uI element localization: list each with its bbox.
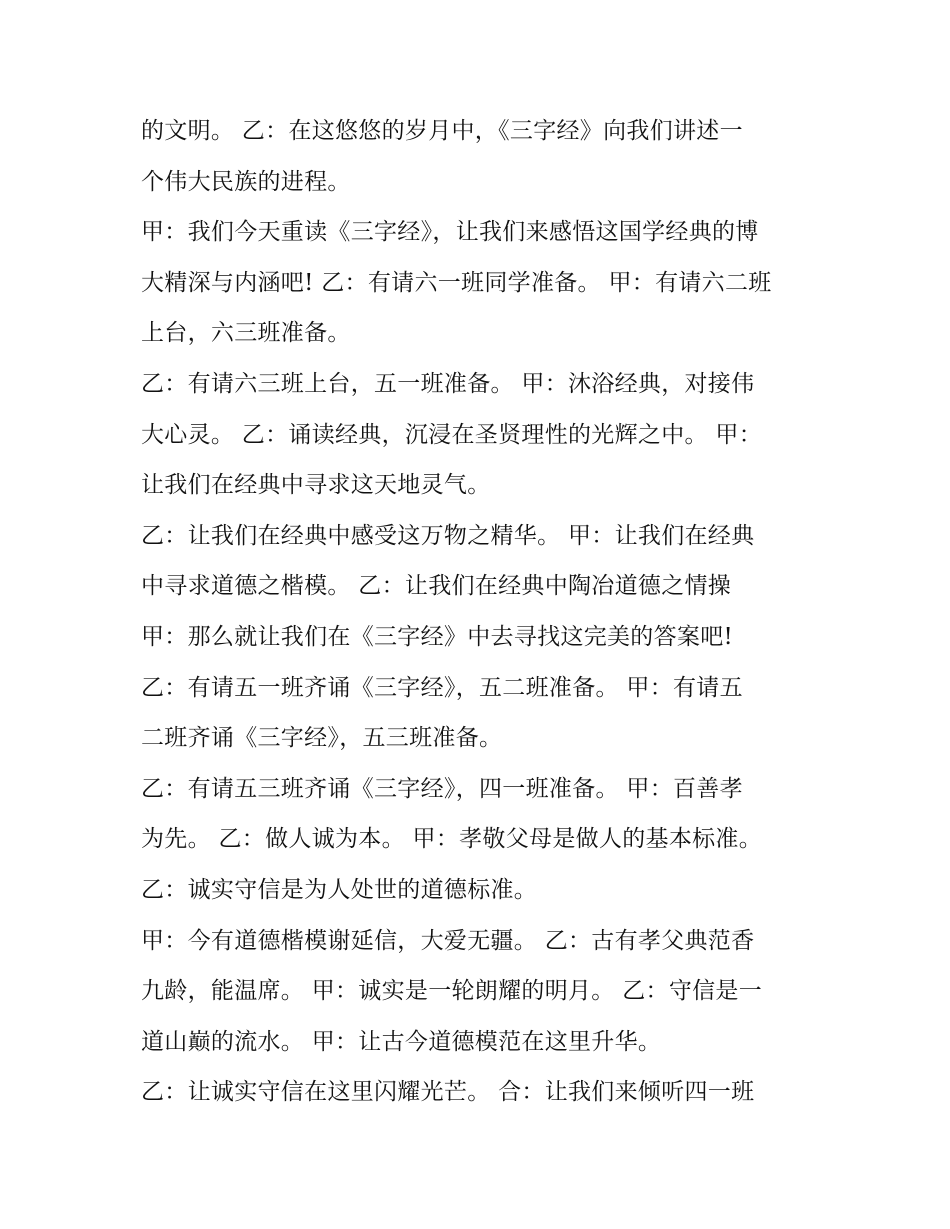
text-line: 个伟大民族的进程。 <box>141 168 351 195</box>
text-line: 九龄，能温席。 甲：诚实是一轮朗耀的明月。 乙：守信是一 <box>141 978 763 1005</box>
text-line: 甲：今有道德楷模谢延信，大爱无疆。 乙：古有孝父典范香 <box>141 927 755 954</box>
text-line: 乙：让我们在经典中感受这万物之精华。 甲：让我们在经典 <box>141 522 755 549</box>
text-line: 乙：让诚实守信在这里闪耀光芒。 合：让我们来倾听四一班 <box>141 1079 755 1106</box>
text-line: 甲：我们今天重读《三字经》，让我们来感悟这国学经典的博 <box>141 219 759 246</box>
text-line: 大心灵。 乙：诵读经典，沉浸在圣贤理性的光辉之中。 甲： <box>141 421 763 448</box>
text-line: 乙：有请五一班齐诵《三字经》，五二班准备。 甲：有请五 <box>141 674 743 701</box>
text-line: 的文明。 乙：在这悠悠的岁月中，《三字经》向我们讲述一 <box>141 118 743 144</box>
text-line: 为先。 乙：做人诚为本。 甲：孝敬父母是做人的基本标准。 <box>141 826 763 853</box>
text-line: 大精深与内涵吧! 乙：有请六一班同学准备。 甲：有请六二班 <box>141 269 772 296</box>
text-line: 乙：有请六三班上台，五一班准备。 甲：沐浴经典，对接伟 <box>141 370 755 397</box>
text-line: 道山巅的流水。 甲：让古今道德模范在这里升华。 <box>141 1028 662 1055</box>
text-line: 中寻求道德之楷模。 乙：让我们在经典中陶冶道德之情操 <box>141 573 732 600</box>
text-line: 二班齐诵《三字经》，五三班准备。 <box>141 725 503 752</box>
document-body-text <box>141 106 821 1118</box>
text-line: 乙：诚实守信是为人处世的道德标准。 <box>141 876 538 903</box>
text-line: 甲：那么就让我们在《三字经》中去寻找这完美的答案吧! <box>141 623 734 650</box>
text-line: 乙：有请五三班齐诵《三字经》，四一班准备。 甲：百善孝 <box>141 775 743 802</box>
text-line: 让我们在经典中寻求这天地灵气。 <box>141 472 491 499</box>
text-line: 上台，六三班准备。 <box>141 320 351 347</box>
